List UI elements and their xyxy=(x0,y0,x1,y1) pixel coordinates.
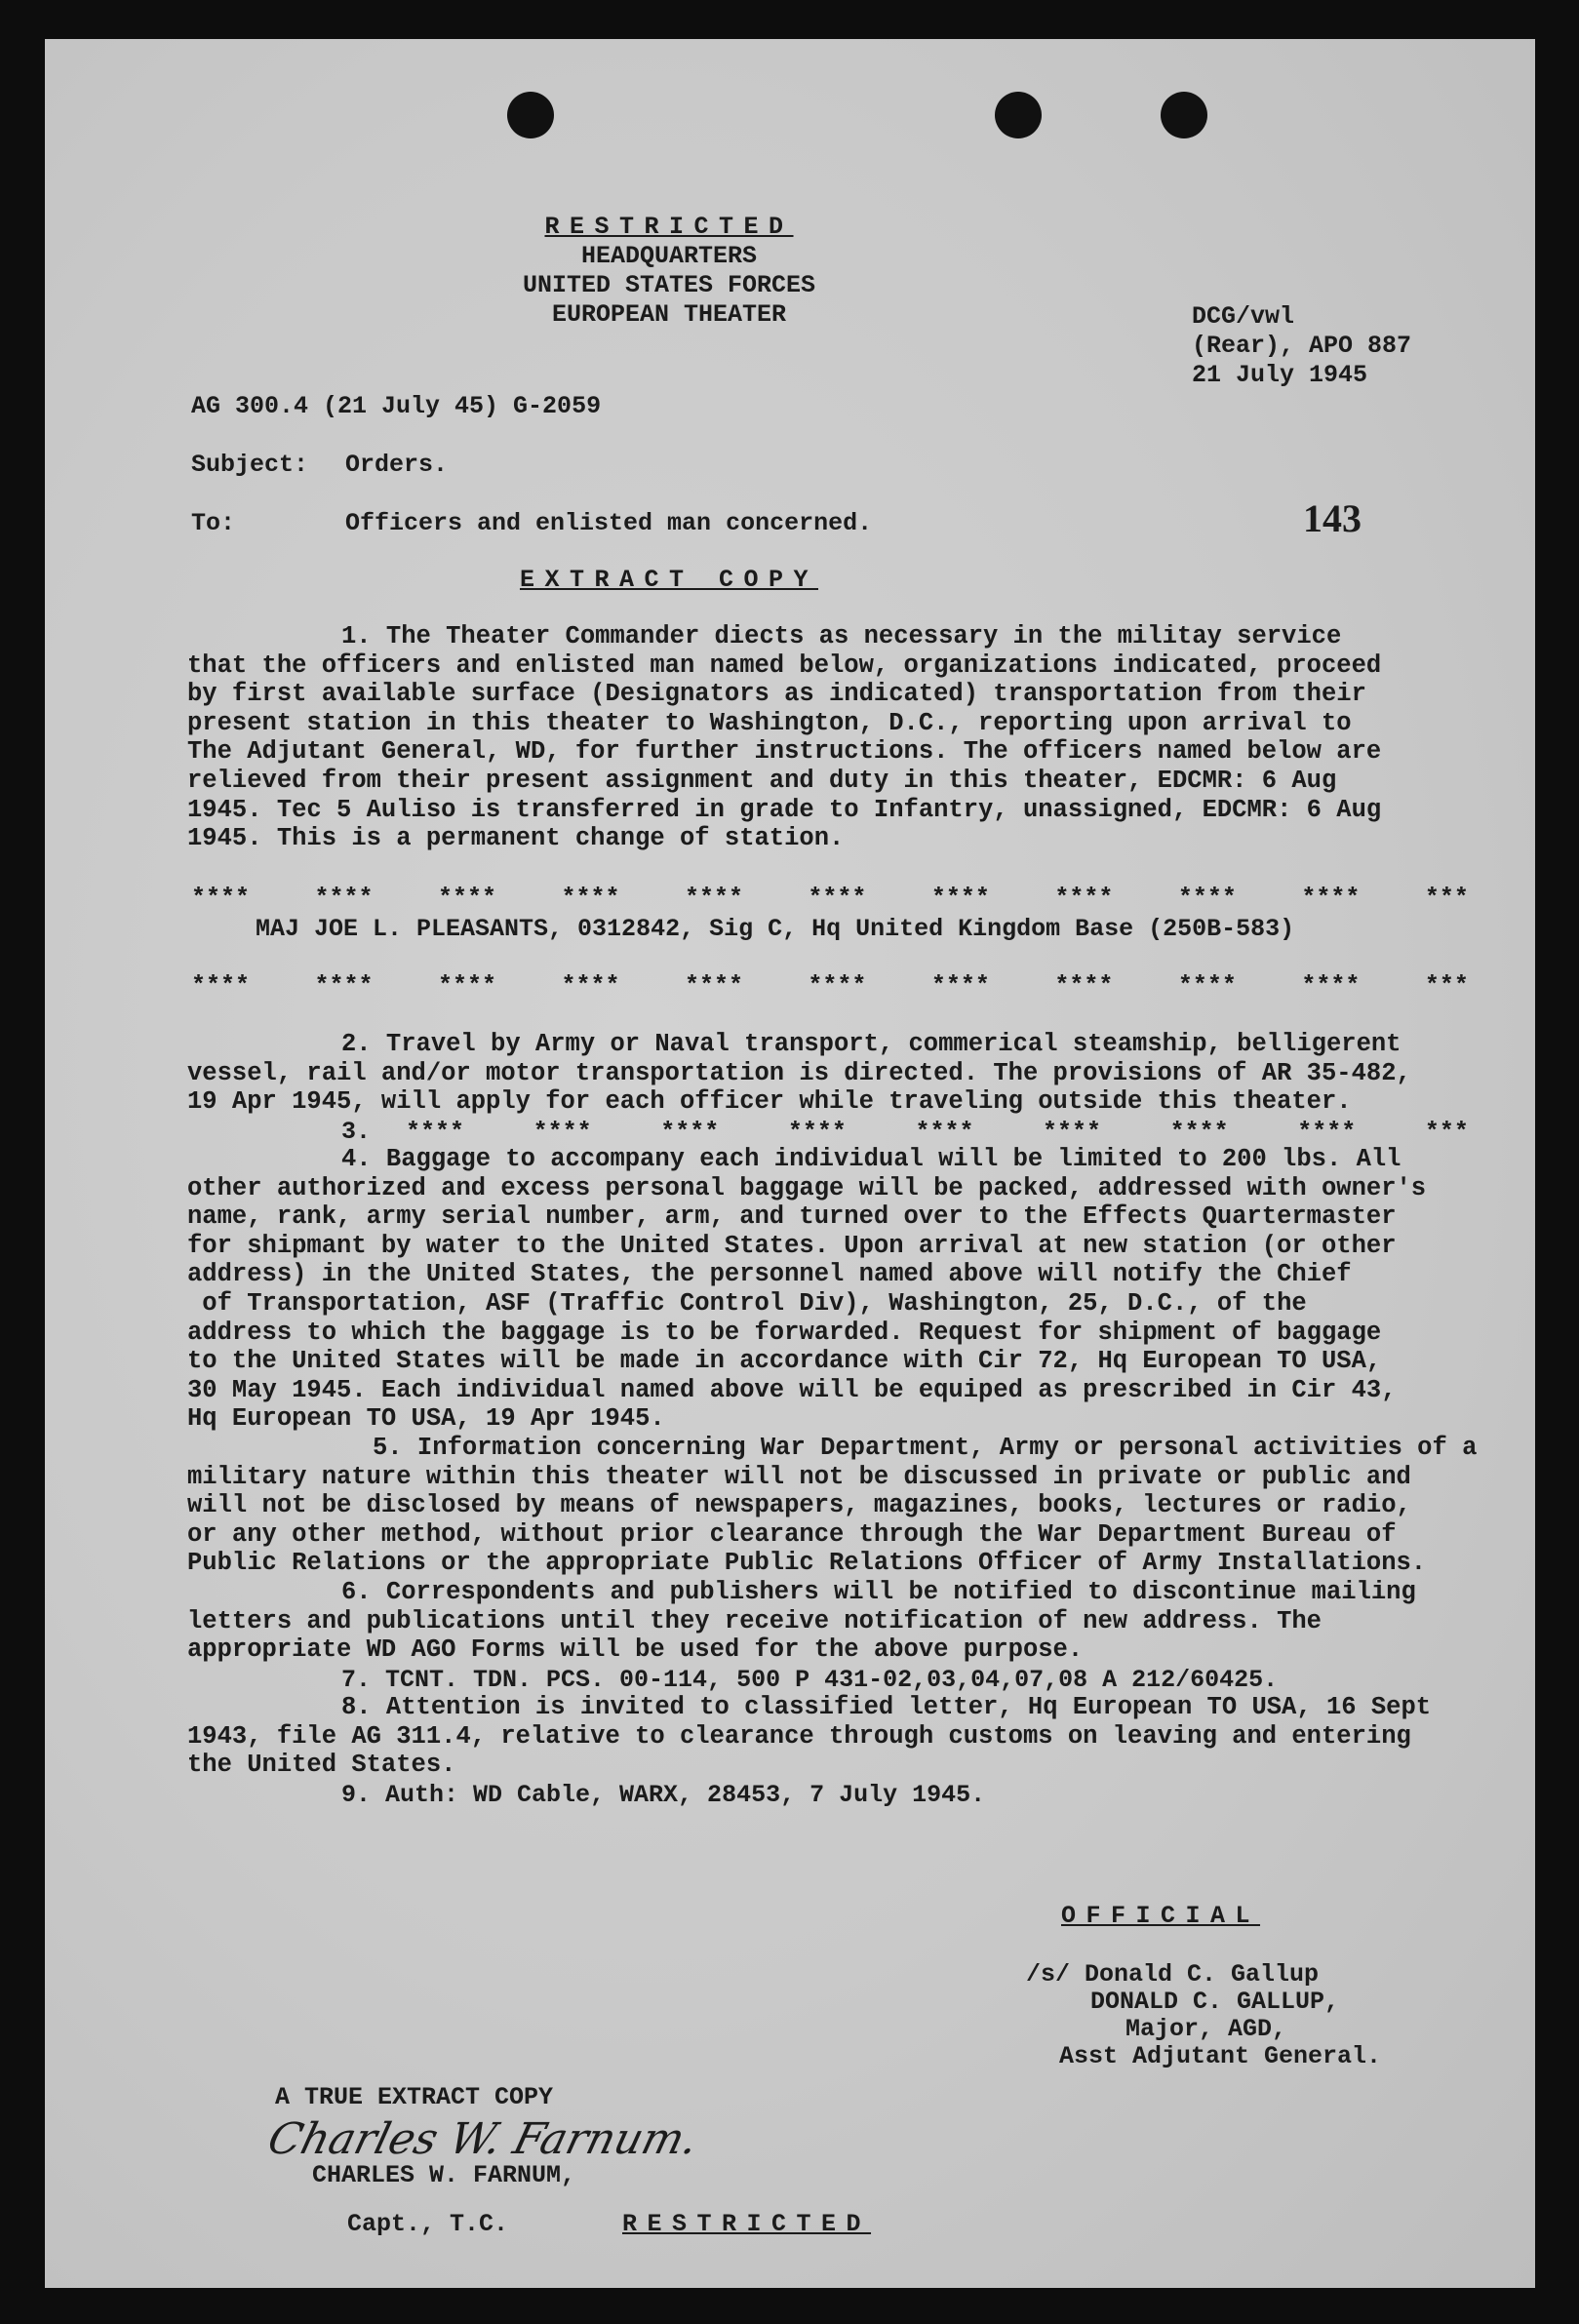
org-theater: EUROPEAN THEATER xyxy=(551,300,787,329)
subject-value: Orders. xyxy=(345,451,449,479)
paragraph-line: for shipmant by water to the United States. Upon arrival at new station (or other xyxy=(187,1231,1397,1260)
paragraph-line: appropriate WD AGO Forms will be used for the above purpose. xyxy=(187,1635,1084,1665)
handwritten-signature: Charles W. Farnum. xyxy=(262,2114,704,2164)
to-value: Officers and enlisted man concerned. xyxy=(345,509,873,537)
paragraph-5 xyxy=(187,1434,1478,1578)
file-reference: AG 300.4 (21 July 45) G-2059 xyxy=(191,392,602,420)
paragraph-line: or any other method, without prior clearance through the War Department Bureau of xyxy=(187,1519,1397,1549)
paragraph-line: the United States. xyxy=(187,1751,456,1780)
paragraph-line: present station in this theater to Washington, D.C., reporting upon arrival to xyxy=(187,708,1352,737)
paragraph-line: vessel, rail and/or motor transportation is directed. The provisions of AR 35-482, xyxy=(187,1058,1411,1087)
official-rank: Major, AGD, xyxy=(1125,2015,1287,2043)
classification-footer: RESTRICTED xyxy=(622,2210,872,2238)
paragraph-line: 1. The Theater Commander diects as necessary in the militay service xyxy=(341,622,1342,650)
paragraph-line: The Adjutant General, WD, for further instructions. The officers named below are xyxy=(187,737,1382,767)
paragraph-line: 1943, file AG 311.4, relative to clearance through customs on leaving and entering xyxy=(187,1721,1411,1751)
paragraph-line: will not be disclosed by means of newspapers, magazines, books, lectures or radio, xyxy=(187,1491,1411,1520)
paragraph-line: Hq European TO USA, 19 Apr 1945. xyxy=(187,1404,665,1434)
paragraph-line: 6. Correspondents and publishers will be notified to discontinue mailing xyxy=(341,1578,1416,1606)
paragraph-line: by first available surface (Designators as indicated) transportation from their xyxy=(187,680,1366,709)
certifier-name: CHARLES W. FARNUM, xyxy=(312,2161,576,2189)
paragraph-line: Public Relations or the appropriate Public Relations Officer of Army Installations. xyxy=(187,1549,1427,1578)
paragraph-9: 9. Auth: WD Cable, WARX, 28453, 7 July 1945. xyxy=(341,1781,986,1809)
true-copy-label: A TRUE EXTRACT COPY xyxy=(275,2083,554,2111)
location: (Rear), APO 887 xyxy=(1192,332,1412,360)
paragraph-4 xyxy=(187,1145,1473,1434)
paragraph-line: address) in the United States, the personnel named above will notify the Chief xyxy=(187,1260,1352,1289)
paragraph-line: relieved from their present assignment and duty in this theater, EDCMR: 6 Aug xyxy=(187,766,1337,795)
order-number: 143 xyxy=(1303,496,1362,540)
subject-label: Subject: xyxy=(191,451,309,479)
office-code: DCG/vwl xyxy=(1192,302,1295,331)
org-headquarters: HEADQUARTERS xyxy=(580,242,758,270)
paragraph-line: name, rank, army serial number, arm, and turned over to the Effects Quartermaster xyxy=(187,1202,1397,1232)
paragraph-line: 30 May 1945. Each individual named above will be equiped as prescribed in Cir 43, xyxy=(187,1375,1397,1404)
paragraph-line: of Transportation, ASF (Traffic Control Div), Washington, 25, D.C., of the xyxy=(187,1288,1307,1318)
separator-stars: **** **** **** **** **** **** **** **** **** **** *** xyxy=(191,971,1469,1000)
paragraph-2 xyxy=(187,1030,1473,1117)
paragraph-line: military nature within this theater will not be discussed in private or public and xyxy=(187,1462,1411,1491)
paragraph-line: 1945. Tec 5 Auliso is transferred in grade to Infantry, unassigned, EDCMR: 6 Aug xyxy=(187,795,1382,824)
paragraph-line: letters and publications until they receive notification of new address. The xyxy=(187,1606,1322,1635)
paragraph-line: that the officers and enlisted man named below, organizations indicated, proceed xyxy=(187,650,1382,680)
paragraph-line: 1945. This is a permanent change of station. xyxy=(187,824,845,853)
paragraph-7: 7. TCNT. TDN. PCS. 00-114, 500 P 431-02,03,04,07,08 A 212/60425. xyxy=(341,1666,1279,1694)
paragraph-8 xyxy=(187,1693,1473,1780)
document-page xyxy=(45,39,1535,2288)
paragraph-line: 19 Apr 1945, will apply for each officer while traveling outside this theater. xyxy=(187,1087,1352,1117)
paragraph-line: 8. Attention is invited to classified letter, Hq European TO USA, 16 Sept xyxy=(341,1693,1432,1721)
paragraph-line: other authorized and excess personal baggage will be packed, addressed with owner's xyxy=(187,1173,1427,1202)
personnel-entry: MAJ JOE L. PLEASANTS, 0312842, Sig C, Hq United Kingdom Base (250B-583) xyxy=(256,915,1295,943)
classification-header: RESTRICTED xyxy=(544,213,794,241)
signed-by: /s/ Donald C. Gallup xyxy=(1026,1960,1320,1989)
document-title: EXTRACT COPY xyxy=(519,566,819,594)
punch-hole xyxy=(995,92,1042,138)
paragraph-line: 5. Information concerning War Department, Army or personal activities of a xyxy=(373,1434,1478,1462)
punch-hole xyxy=(1161,92,1207,138)
to-label: To: xyxy=(191,509,236,537)
certifier-rank: Capt., T.C. xyxy=(347,2210,509,2238)
punch-hole xyxy=(507,92,554,138)
official-title: Asst Adjutant General. xyxy=(1059,2042,1382,2070)
official-label: OFFICIAL xyxy=(1061,1902,1261,1930)
paragraph-1 xyxy=(187,622,1473,853)
date: 21 July 1945 xyxy=(1192,361,1368,389)
paragraph-line: 2. Travel by Army or Naval transport, commerical steamship, belligerent xyxy=(341,1030,1401,1058)
paragraph-3-label: 3. xyxy=(341,1118,372,1146)
official-name: DONALD C. GALLUP, xyxy=(1090,1988,1340,2016)
separator-stars: **** **** **** **** **** **** **** **** **** **** *** xyxy=(191,884,1469,912)
paragraph-6 xyxy=(187,1578,1473,1665)
org-forces: UNITED STATES FORCES xyxy=(522,271,816,299)
paragraph-line: address to which the baggage is to be forwarded. Request for shipment of baggage xyxy=(187,1318,1382,1347)
paragraph-line: 4. Baggage to accompany each individual will be limited to 200 lbs. All xyxy=(341,1145,1401,1173)
separator-stars: **** **** **** **** **** **** **** **** *** xyxy=(406,1118,1469,1146)
paragraph-line: to the United States will be made in accordance with Cir 72, Hq European TO USA, xyxy=(187,1347,1382,1376)
